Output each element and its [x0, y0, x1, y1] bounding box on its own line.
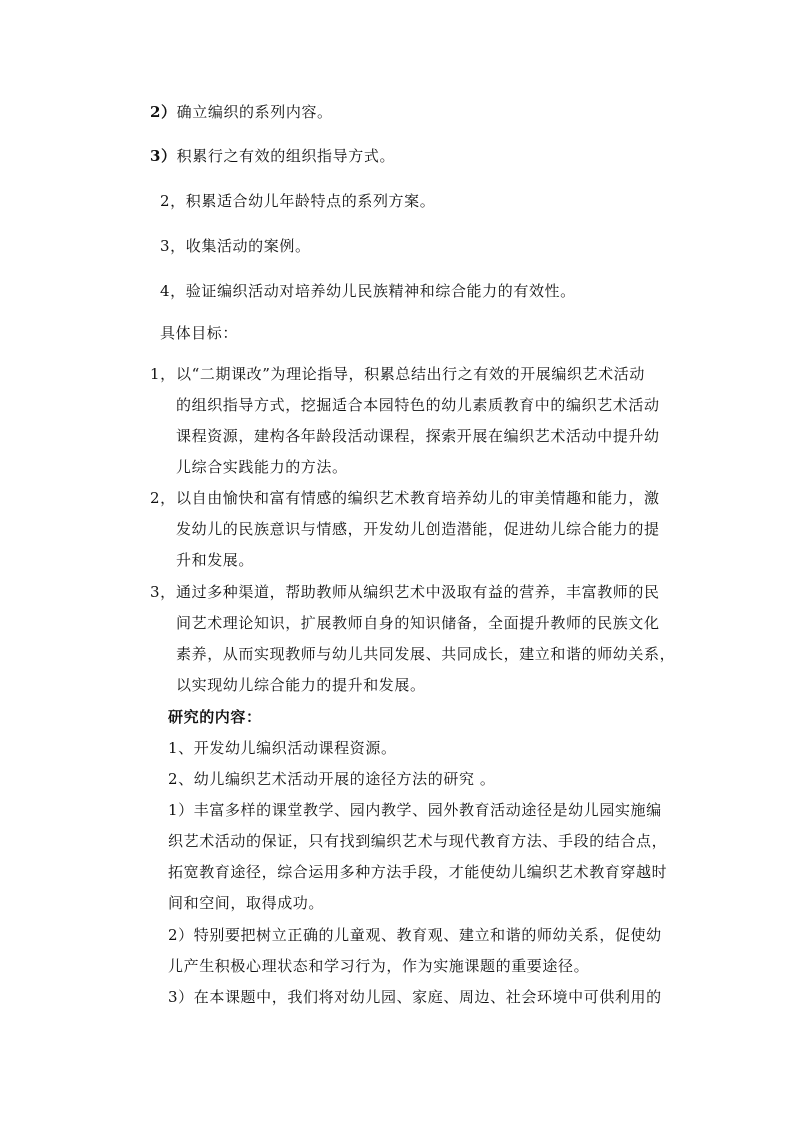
goal-3-line: 以实现幼儿综合能力的提升和发展。 — [176, 676, 426, 694]
research-para-1-line: 1）丰富多样的课堂教学、园内教学、园外教育活动途径是幼儿园实施编 — [168, 801, 662, 819]
goal-1-line: 课程资源，建构各年龄段活动课程，探索开展在编织艺术活动中提升幼 — [176, 427, 660, 445]
research-para-1-line: 拓宽教育途径，综合运用多种方法手段，才能使幼儿编织艺术教育穿越时 — [168, 863, 668, 881]
research-item-2: 2、幼儿编织艺术活动开展的途径方法的研究 。 — [168, 770, 496, 788]
objective-item-3-number: 3） — [150, 147, 177, 165]
outcome-item-2: 2，积累适合幼儿年龄特点的系列方案。 — [160, 192, 436, 210]
goal-3-line: 素养，从而实现教师与幼儿共同发展、共同成长，建立和谐的师幼关系， — [176, 645, 676, 663]
research-para-3-line: 3）在本课题中，我们将对幼儿园、家庭、周边、社会环境中可供利用的 — [168, 988, 662, 1006]
goal-1-number: 1， — [150, 365, 176, 383]
research-para-1-line: 间和空间，取得成功。 — [168, 894, 325, 912]
research-para-2-line: 2）特别要把树立正确的儿童观、教育观、建立和谐的师幼关系，促使幼 — [168, 926, 662, 944]
objective-item-2-text: 确立编织的系列内容。 — [176, 103, 333, 121]
objective-item-3-text: 积累行之有效的组织指导方式。 — [176, 147, 396, 165]
goal-3-number: 3， — [150, 583, 176, 601]
goal-2-line: 升和发展。 — [176, 551, 255, 569]
goal-3-line: 间艺术理论知识，扩展教师自身的知识储备，全面提升教师的民族文化 — [176, 614, 660, 632]
objective-item-2-number: 2） — [150, 103, 177, 121]
goal-2-number: 2， — [150, 489, 176, 507]
goal-1-line: 的组织指导方式，挖掘适合本园特色的幼儿素质教育中的编织艺术活动 — [176, 396, 660, 414]
goal-1-line: 以“二期课改”为理论指导，积累总结出行之有效的开展编织艺术活动 — [176, 365, 645, 383]
research-para-2-line: 儿产生积极心理状态和学习行为，作为实施课题的重要途径。 — [168, 957, 590, 975]
objective-item-3 — [150, 146, 395, 166]
research-para-1-line: 织艺术活动的保证，只有找到编织艺术与现代教育方法、手段的结合点， — [168, 832, 668, 850]
outcome-item-4: 4，验证编织活动对培养幼儿民族精神和综合能力的有效性。 — [160, 282, 576, 300]
goal-3-line: 通过多种渠道，帮助教师从编织艺术中汲取有益的营养，丰富教师的民 — [176, 583, 660, 601]
goal-1-line: 儿综合实践能力的方法。 — [176, 458, 348, 476]
goal-2-line: 发幼儿的民族意识与情感，开发幼儿创造潜能，促进幼儿综合能力的提 — [176, 520, 660, 538]
research-content-heading: 研究的内容： — [168, 708, 262, 726]
specific-goals-heading: 具体目标： — [160, 324, 239, 342]
outcome-item-3: 3，收集活动的案例。 — [160, 237, 311, 255]
goal-2-line: 以自由愉快和富有情感的编织艺术教育培养幼儿的审美情趣和能力，激 — [176, 489, 660, 507]
objective-item-2 — [150, 102, 333, 122]
research-item-1: 1、开发幼儿编织活动课程资源。 — [168, 739, 397, 757]
